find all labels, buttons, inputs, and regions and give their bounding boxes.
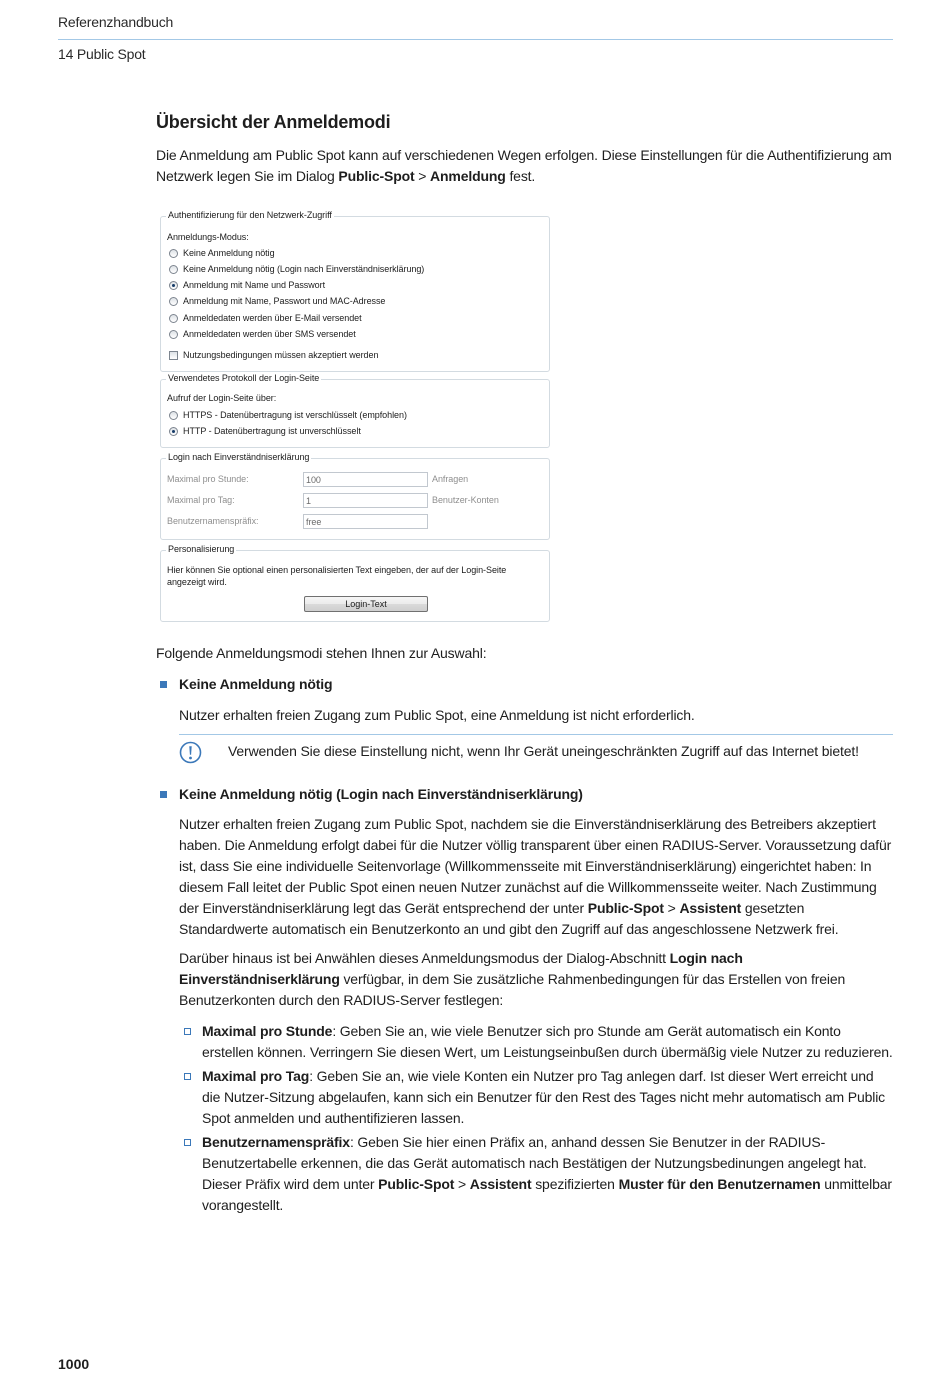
- protocol-group: [160, 373, 550, 448]
- mode-title: [156, 784, 893, 805]
- square-bullet-icon: [160, 681, 167, 688]
- setting-description: : Geben Sie an, wie viele Konten ein Nutzer pro Tag anlegen darf. Ist dieser Wert erreicht und die Nutzer-Sitzung abgelaufen, kann sich ein Benutzer für den Rest des Tages nicht mehr automatisch am Public Spot anmelden und authentifizieren lassen.: [202, 1068, 886, 1126]
- setting-name: Maximal pro Tag: [202, 1068, 310, 1084]
- intro-text: Die Anmeldung am Public Spot kann auf verschiedenen Wegen erfolgen. Diese Einstellungen für die Authentifizierung am Netzwerk legen Sie im Dialog: [156, 147, 892, 184]
- setting-description-middle: spezifizierten: [531, 1176, 619, 1192]
- list-item: [179, 1132, 893, 1216]
- list-item: [179, 1066, 893, 1129]
- radio-button[interactable]: [169, 314, 178, 323]
- setting-name: Benutzernamenspräfix: [202, 1134, 350, 1150]
- intro-paragraph: [156, 145, 893, 187]
- login-mode-option-consent[interactable]: [169, 264, 424, 275]
- option-label: HTTP - Datenübertragung ist unverschlüsselt: [183, 426, 361, 436]
- username-prefix-input[interactable]: [303, 514, 428, 529]
- terms-checkbox[interactable]: [169, 351, 178, 360]
- menu-path-public-spot: Public-Spot: [338, 168, 415, 184]
- option-label: HTTPS - Datenübertragung ist verschlüsselt (empfohlen): [183, 410, 407, 420]
- mode-title-text: Keine Anmeldung nötig: [179, 676, 333, 692]
- running-head-book-title: Referenzhandbuch: [58, 14, 174, 30]
- max-per-hour-unit: Anfragen: [432, 474, 469, 484]
- setting-name: Maximal pro Stunde: [202, 1023, 333, 1039]
- warning-note: [179, 734, 893, 764]
- option-label: Anmeldedaten werden über E-Mail versendet: [183, 313, 362, 323]
- menu-path-public-spot: Public-Spot: [587, 900, 664, 916]
- option-label: Anmeldung mit Name und Passwort: [183, 280, 326, 290]
- terms-checkbox-label: Nutzungsbedingungen müssen akzeptiert werden: [183, 350, 379, 360]
- login-settings-dialog-screenshot: [158, 210, 551, 624]
- consent-login-group: [160, 452, 550, 540]
- personalization-group: [160, 544, 550, 622]
- max-per-day-label: Maximal pro Tag:: [167, 495, 235, 505]
- running-head-chapter: 14 Public Spot: [58, 46, 146, 62]
- square-bullet-icon: [160, 791, 167, 798]
- login-mode-label: Anmeldungs-Modus:: [167, 232, 249, 242]
- login-mode-option-name-password[interactable]: [169, 280, 325, 291]
- max-per-day-input[interactable]: [303, 493, 428, 508]
- protocol-option-https[interactable]: [169, 410, 407, 421]
- paragraph-text-end: gesetzten Standardwerte automatisch ein Benutzerkonto an und gibt den Zugriff auf das angeschlossene Netzwerk frei.: [179, 900, 839, 937]
- option-label: Anmeldung mit Name, Passwort und MAC-Adresse: [183, 296, 386, 306]
- option-label: Keine Anmeldung nötig: [183, 248, 275, 258]
- mode-description: Nutzer erhalten freien Zugang zum Public Spot, eine Anmeldung ist nicht erforderlich.: [179, 707, 695, 723]
- menu-path-public-spot: Public-Spot: [378, 1176, 455, 1192]
- max-per-day-unit: Benutzer-Konten: [432, 495, 499, 505]
- login-text-button[interactable]: Login-Text: [304, 596, 428, 612]
- option-label: Anmeldedaten werden über SMS versendet: [183, 329, 356, 339]
- radio-button[interactable]: [169, 265, 178, 274]
- mode-body: [156, 705, 893, 764]
- login-mode-option-email[interactable]: [169, 313, 362, 324]
- mode-body: [156, 814, 893, 1216]
- setting-description: : Geben Sie hier einen Präfix an, anhand dessen Sie Benutzer in der RADIUS-Benutzertabelle erkennen, die das Gerät automatisch nach Bestätigen der Nutzungsbedinungen angelegt hat. Dieser Präfix wird dem unter: [202, 1134, 867, 1192]
- exclamation-circle-icon: [179, 741, 202, 764]
- menu-path-separator: >: [414, 168, 431, 184]
- hollow-square-bullet-icon: [184, 1073, 191, 1080]
- protocol-group-legend: Verwendetes Protokoll der Login-Seite: [168, 373, 320, 383]
- list-item: [179, 1021, 893, 1063]
- mode-consent-login: [156, 784, 893, 1216]
- menu-path-separator: >: [663, 900, 680, 916]
- mode-title-text: Keine Anmeldung nötig (Login nach Einverständniserklärung): [179, 786, 583, 802]
- section-title: Übersicht der Anmeldemodi: [156, 112, 391, 132]
- login-mode-option-none[interactable]: [169, 248, 275, 259]
- mode-paragraph: [179, 814, 893, 940]
- menu-path-separator: >: [454, 1176, 470, 1192]
- menu-path-anmeldung: Anmeldung: [430, 168, 506, 184]
- username-prefix-label: Benutzernamenspräfix:: [167, 516, 259, 526]
- radio-button[interactable]: [169, 297, 178, 306]
- personalization-group-legend: Personalisierung: [168, 544, 235, 554]
- username-pattern-term: Muster für den Benutzernamen: [618, 1176, 821, 1192]
- menu-path-assistent: Assistent: [679, 900, 742, 916]
- note-text: Verwenden Sie diese Einstellung nicht, wenn Ihr Gerät uneingeschränkten Zugriff auf das Internet bietet!: [228, 743, 859, 759]
- paragraph-text-end: verfügbar, in dem Sie zusätzliche Rahmenbedingungen für das Erstellen von freien Benutzerkonten durch den RADIUS-Server festlegen:: [179, 971, 846, 1008]
- setting-description-end: unmittelbar vorangestellt.: [202, 1176, 892, 1213]
- max-per-hour-input[interactable]: [303, 472, 428, 487]
- radio-button[interactable]: [169, 330, 178, 339]
- radio-button[interactable]: [169, 427, 178, 436]
- radio-button[interactable]: [169, 281, 178, 290]
- header-rule: [58, 39, 893, 40]
- page-number: 1000: [58, 1356, 90, 1372]
- mode-no-login: [156, 674, 893, 764]
- hollow-square-bullet-icon: [184, 1028, 191, 1035]
- consent-group-legend: Login nach Einverständniserklärung: [168, 452, 310, 462]
- max-per-hour-label: Maximal pro Stunde:: [167, 474, 249, 484]
- menu-path-assistent: Assistent: [469, 1176, 532, 1192]
- radio-button[interactable]: [169, 411, 178, 420]
- auth-group: [160, 210, 550, 372]
- dialog-section-name: Login nach Einverständniserklärung: [179, 950, 743, 987]
- page-content: [156, 110, 893, 1216]
- login-mode-option-sms[interactable]: [169, 329, 356, 340]
- intro-text-end: fest.: [505, 168, 536, 184]
- paragraph-text: Darüber hinaus ist bei Anwählen dieses Anmeldungsmodus der Dialog-Abschnitt: [179, 950, 670, 966]
- settings-list: [179, 1021, 893, 1216]
- mode-paragraph: [179, 948, 893, 1011]
- protocol-caption: Aufruf der Login-Seite über:: [167, 393, 277, 403]
- auth-group-legend: Authentifizierung für den Netzwerk-Zugriff: [168, 210, 332, 220]
- paragraph-text: Nutzer erhalten freien Zugang zum Public Spot, nachdem sie die Einverständniserklärung des Betreibers akzeptiert haben. Die Anmeldung erfolgt dabei für die Nutzer völlig transparent über einen RADIUS-Server. Voraussetzung dafür ist, dass Sie eine individuelle Seitenvorlage (Willkommensseite mit Einverständniserklärung) eingerichtet haben: In diesem Fall leitet der Public Spot einen neuen Nutzer zunächst auf die Willkommensseite weiter. Nach Zustimmung der Einverständniserklärung legt das Gerät entsprechend der unter: [179, 816, 892, 916]
- protocol-option-http[interactable]: [169, 426, 361, 437]
- setting-description: : Geben Sie an, wie viele Benutzer sich pro Stunde am Gerät automatisch ein Konto erstellen können. Verringern Sie diesen Wert, um Leistungseinbußen durch übermäßig viele Nutzer zu reduzieren.: [202, 1023, 893, 1060]
- terms-checkbox-row[interactable]: [169, 350, 378, 361]
- login-mode-option-name-password-mac[interactable]: [169, 296, 385, 307]
- option-label: Keine Anmeldung nötig (Login nach Einverständniserklärung): [183, 264, 425, 274]
- personalization-description: Hier können Sie optional einen personalisierten Text eingeben, der auf der Login-Seite angezeigt wird.: [167, 565, 507, 587]
- mode-title: [156, 674, 893, 695]
- hollow-square-bullet-icon: [184, 1139, 191, 1146]
- radio-button[interactable]: [169, 249, 178, 258]
- modes-intro: Folgende Anmeldungsmodi stehen Ihnen zur Auswahl:: [156, 645, 487, 661]
